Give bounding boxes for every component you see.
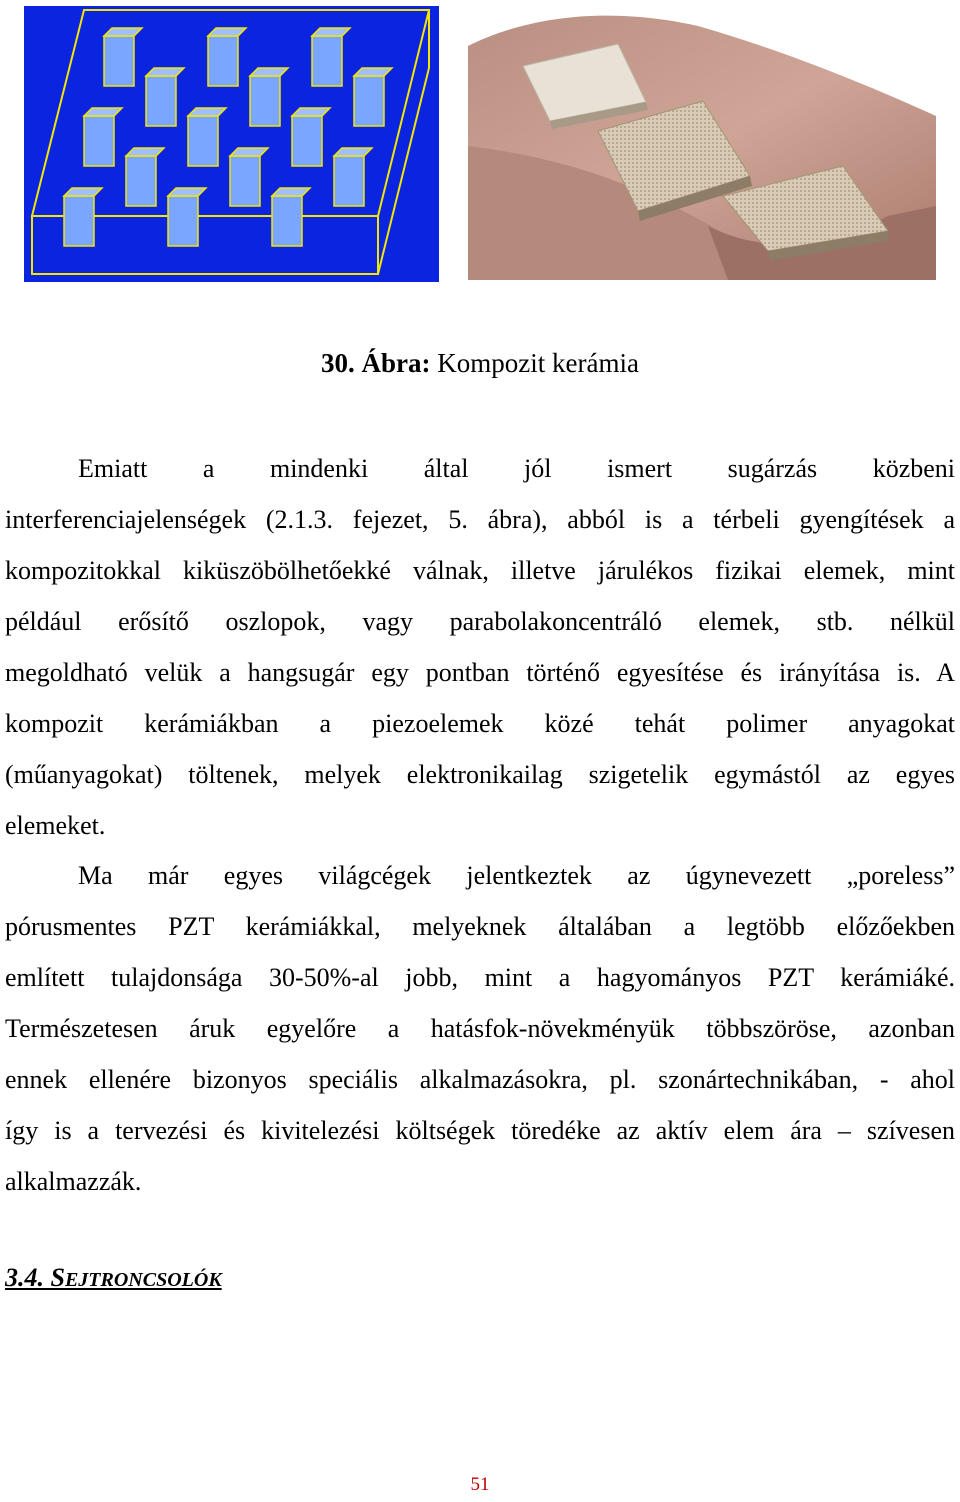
text-line: említett tulajdonsága 30-50%-al jobb, mint a hagyományos PZT kerámiáké. bbox=[5, 963, 955, 992]
composite-ceramic-diagram bbox=[24, 6, 439, 282]
pillar-top bbox=[272, 188, 310, 196]
figure-number: 30. Ábra: bbox=[321, 348, 431, 378]
text-line: alkalmazzák. bbox=[5, 1167, 142, 1196]
pillar bbox=[312, 36, 342, 86]
pillar bbox=[146, 76, 176, 126]
pillar bbox=[64, 196, 94, 246]
section-number: 3.4. bbox=[5, 1263, 44, 1292]
pillar-top bbox=[168, 188, 206, 196]
text-line: kompozitokkal kiküszöbölhetőekké válnak, illetve járulékos fizikai elemek, mint bbox=[5, 556, 955, 585]
text-line: Természetesen áruk egyelőre a hatásfok-növekményük többszöröse, azonban bbox=[5, 1014, 955, 1043]
pillar-top bbox=[230, 148, 268, 156]
text-line: Emiatt a mindenki által jól ismert sugárzás közbeni bbox=[78, 454, 955, 483]
section-title-rest: EJTRONCSOLÓK bbox=[64, 1269, 222, 1291]
pillar bbox=[168, 196, 198, 246]
section-heading bbox=[5, 1263, 222, 1293]
text-line: így is a tervezési és kivitelezési költségek töredéke az aktív elem ára – szívesen bbox=[5, 1116, 955, 1145]
pillar bbox=[104, 36, 134, 86]
pillar bbox=[84, 116, 114, 166]
pillar-top bbox=[188, 108, 226, 116]
pillar-top bbox=[334, 148, 372, 156]
pillar-top bbox=[292, 108, 330, 116]
ceramic-samples-photo bbox=[468, 6, 936, 280]
pillar bbox=[208, 36, 238, 86]
paragraph-2 bbox=[5, 850, 955, 1207]
text-line: ennek ellenére bizonyos speciális alkalmazásokra, pl. szonártechnikában, - ahol bbox=[5, 1065, 955, 1094]
figure-caption bbox=[0, 348, 960, 379]
pillar bbox=[292, 116, 322, 166]
text-line: elemeket. bbox=[5, 811, 106, 840]
pillar-top bbox=[312, 28, 350, 36]
pillar-top bbox=[104, 28, 142, 36]
pillar bbox=[188, 116, 218, 166]
figure-title: Kompozit kerámia bbox=[437, 348, 639, 378]
pillar bbox=[126, 156, 156, 206]
text-line: Ma már egyes világcégek jelentkeztek az úgynevezett „poreless” bbox=[78, 861, 955, 890]
section-title-initial: S bbox=[50, 1263, 65, 1292]
pillar bbox=[334, 156, 364, 206]
pillar bbox=[250, 76, 280, 126]
pillar-top bbox=[208, 28, 246, 36]
text-line: például erősítő oszlopok, vagy parabolakoncentráló elemek, stb. nélkül bbox=[5, 607, 955, 636]
pillar-top bbox=[84, 108, 122, 116]
pillar-top bbox=[126, 148, 164, 156]
text-line: megoldható velük a hangsugár egy pontban történő egyesítése és irányítása is. A bbox=[5, 658, 955, 687]
page-number: 51 bbox=[470, 1474, 490, 1495]
pillar-top bbox=[250, 68, 288, 76]
text-line: interferenciajelenségek (2.1.3. fejezet, 5. ábra), abból is a térbeli gyengítések a bbox=[5, 505, 955, 534]
pillar-top bbox=[354, 68, 392, 76]
pillar-top bbox=[64, 188, 102, 196]
pillar-grid-illustration bbox=[24, 6, 439, 282]
text-line: pórusmentes PZT kerámiákkal, melyeknek általában a legtöbb előzőekben bbox=[5, 912, 955, 941]
pillar bbox=[230, 156, 260, 206]
pillar-top bbox=[146, 68, 184, 76]
text-line: (műanyagokat) töltenek, melyek elektronikailag szigetelik egymástól az egyes bbox=[5, 760, 955, 789]
pillar bbox=[354, 76, 384, 126]
text-line: kompozit kerámiákban a piezoelemek közé tehát polimer anyagokat bbox=[5, 709, 955, 738]
hand-with-samples-image bbox=[468, 6, 936, 280]
paragraph-1 bbox=[5, 443, 955, 851]
pillar bbox=[272, 196, 302, 246]
